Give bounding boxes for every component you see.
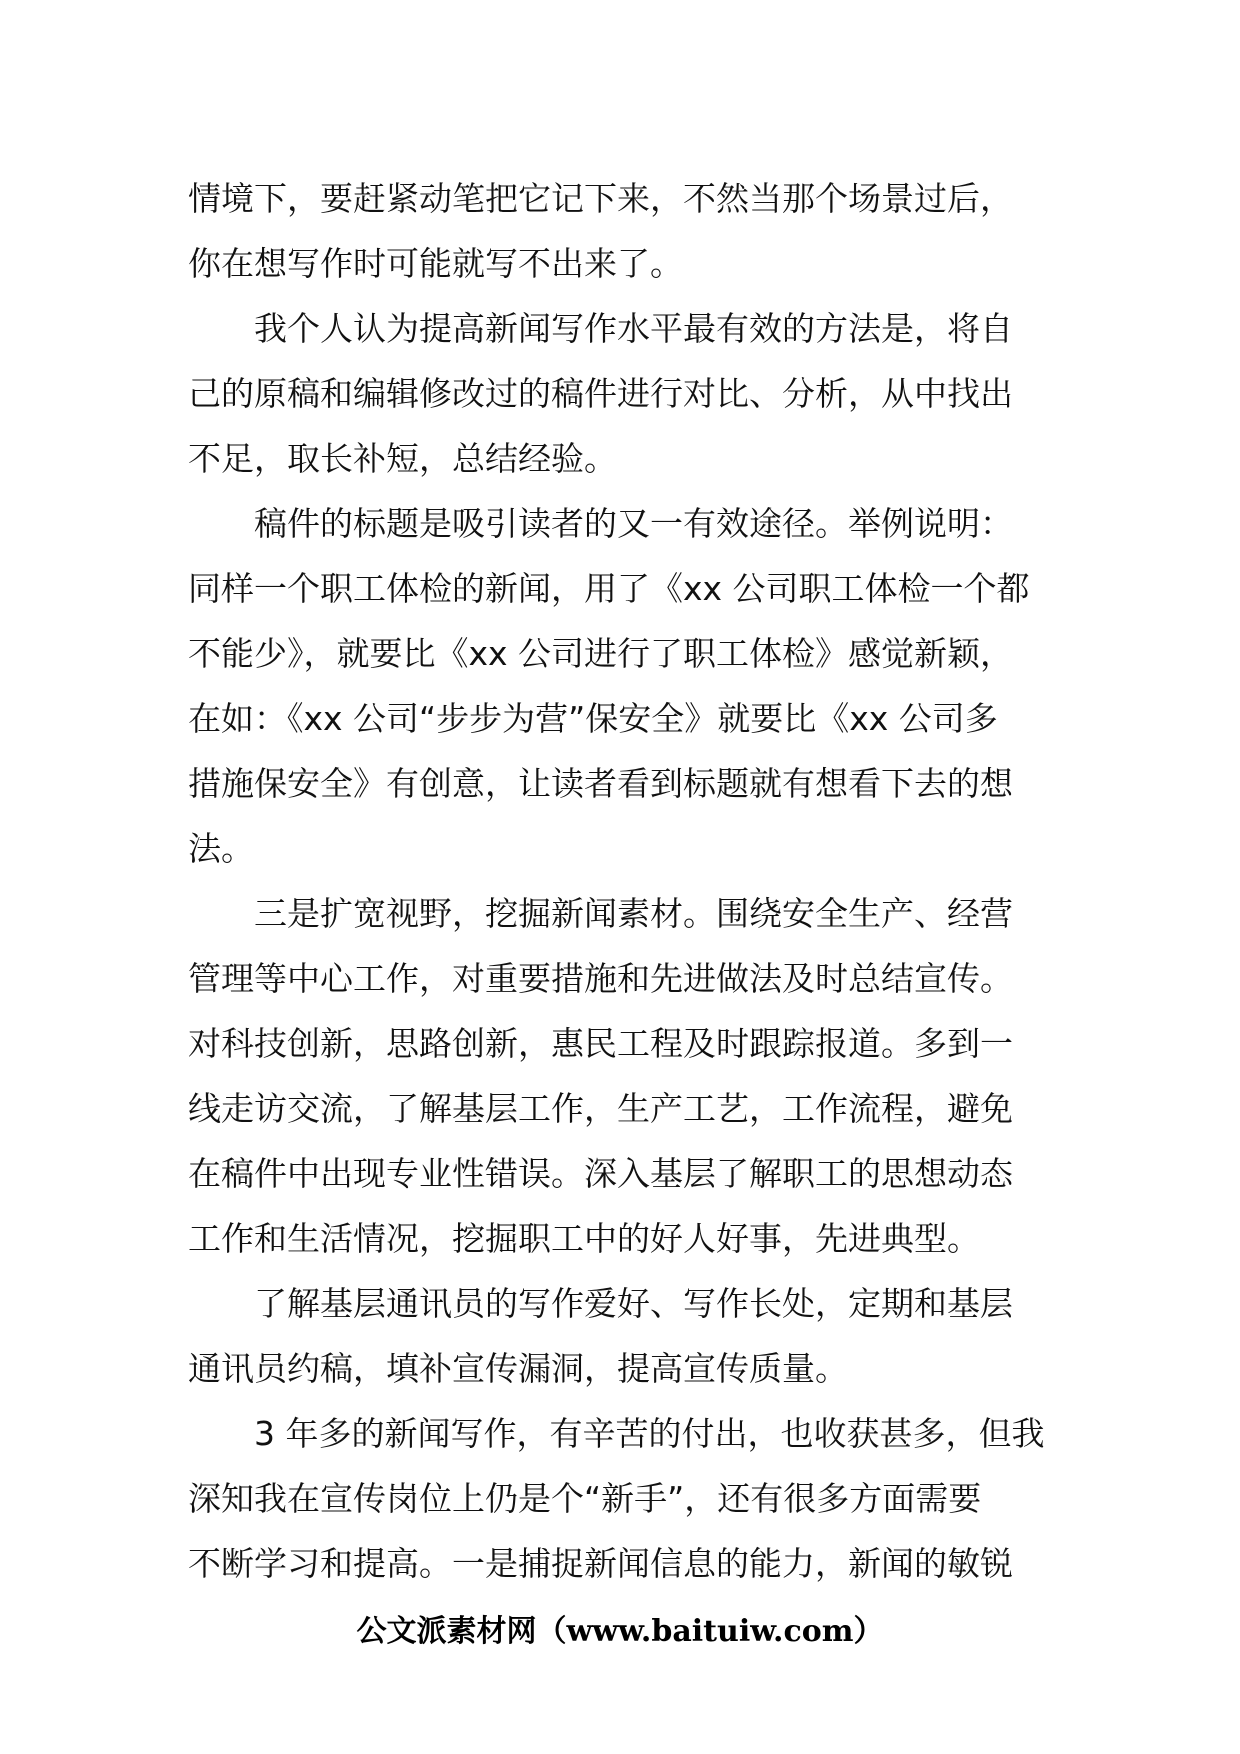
text-line: 在如：《xx 公司“步步为营”保安全》就要比《xx 公司多	[188, 699, 998, 738]
text-line: 工作和生活情况，挖掘职工中的好人好事，先进典型。	[188, 1219, 980, 1258]
text-line: 措施保安全》有创意，让读者看到标题就有想看下去的想	[188, 764, 1013, 803]
text-line: 法。	[188, 829, 254, 868]
text-line: 你在想写作时可能就写不出来了。	[188, 244, 683, 283]
paragraph-start-line: 三是扩宽视野，挖掘新闻素材。围绕安全生产、经营	[254, 894, 1013, 933]
text-line: 管理等中心工作，对重要措施和先进做法及时总结宣传。	[188, 959, 1013, 998]
text-line: 同样一个职工体检的新闻，用了《xx 公司职工体检一个都	[188, 569, 1030, 608]
body-text	[188, 166, 1056, 1596]
paragraph-start-line: 稿件的标题是吸引读者的又一有效途径。举例说明：	[254, 504, 1013, 543]
text-line: 己的原稿和编辑修改过的稿件进行对比、分析，从中找出	[188, 374, 1013, 413]
paragraph-start-line: 了解基层通讯员的写作爱好、写作长处，定期和基层	[254, 1284, 1013, 1323]
text-line: 线走访交流，了解基层工作，生产工艺，工作流程，避免	[188, 1089, 1013, 1128]
paragraph-start-line: 我个人认为提高新闻写作水平最有效的方法是，将自	[254, 309, 1013, 348]
text-line: 不足，取长补短，总结经验。	[188, 439, 617, 478]
paragraph-start-line: 3 年多的新闻写作，有辛苦的付出，也收获甚多，但我	[254, 1414, 1045, 1453]
text-line: 情境下，要赶紧动笔把它记下来，不然当那个场景过后，	[188, 179, 1013, 218]
text-line: 深知我在宣传岗位上仍是个“新手”，还有很多方面需要	[188, 1479, 982, 1518]
text-line: 对科技创新，思路创新，惠民工程及时跟踪报道。多到一	[188, 1024, 1013, 1063]
text-line: 不能少》，就要比《xx 公司进行了职工体检》感觉新颖，	[188, 634, 1014, 673]
text-line: 不断学习和提高。一是捕捉新闻信息的能力，新闻的敏锐	[188, 1544, 1013, 1583]
text-line: 通讯员约稿，填补宣传漏洞，提高宣传质量。	[188, 1349, 848, 1388]
footer-watermark: 公文派素材网（www.baituiw.com）	[356, 1614, 884, 1649]
text-line: 在稿件中出现专业性错误。深入基层了解职工的思想动态	[188, 1154, 1013, 1193]
